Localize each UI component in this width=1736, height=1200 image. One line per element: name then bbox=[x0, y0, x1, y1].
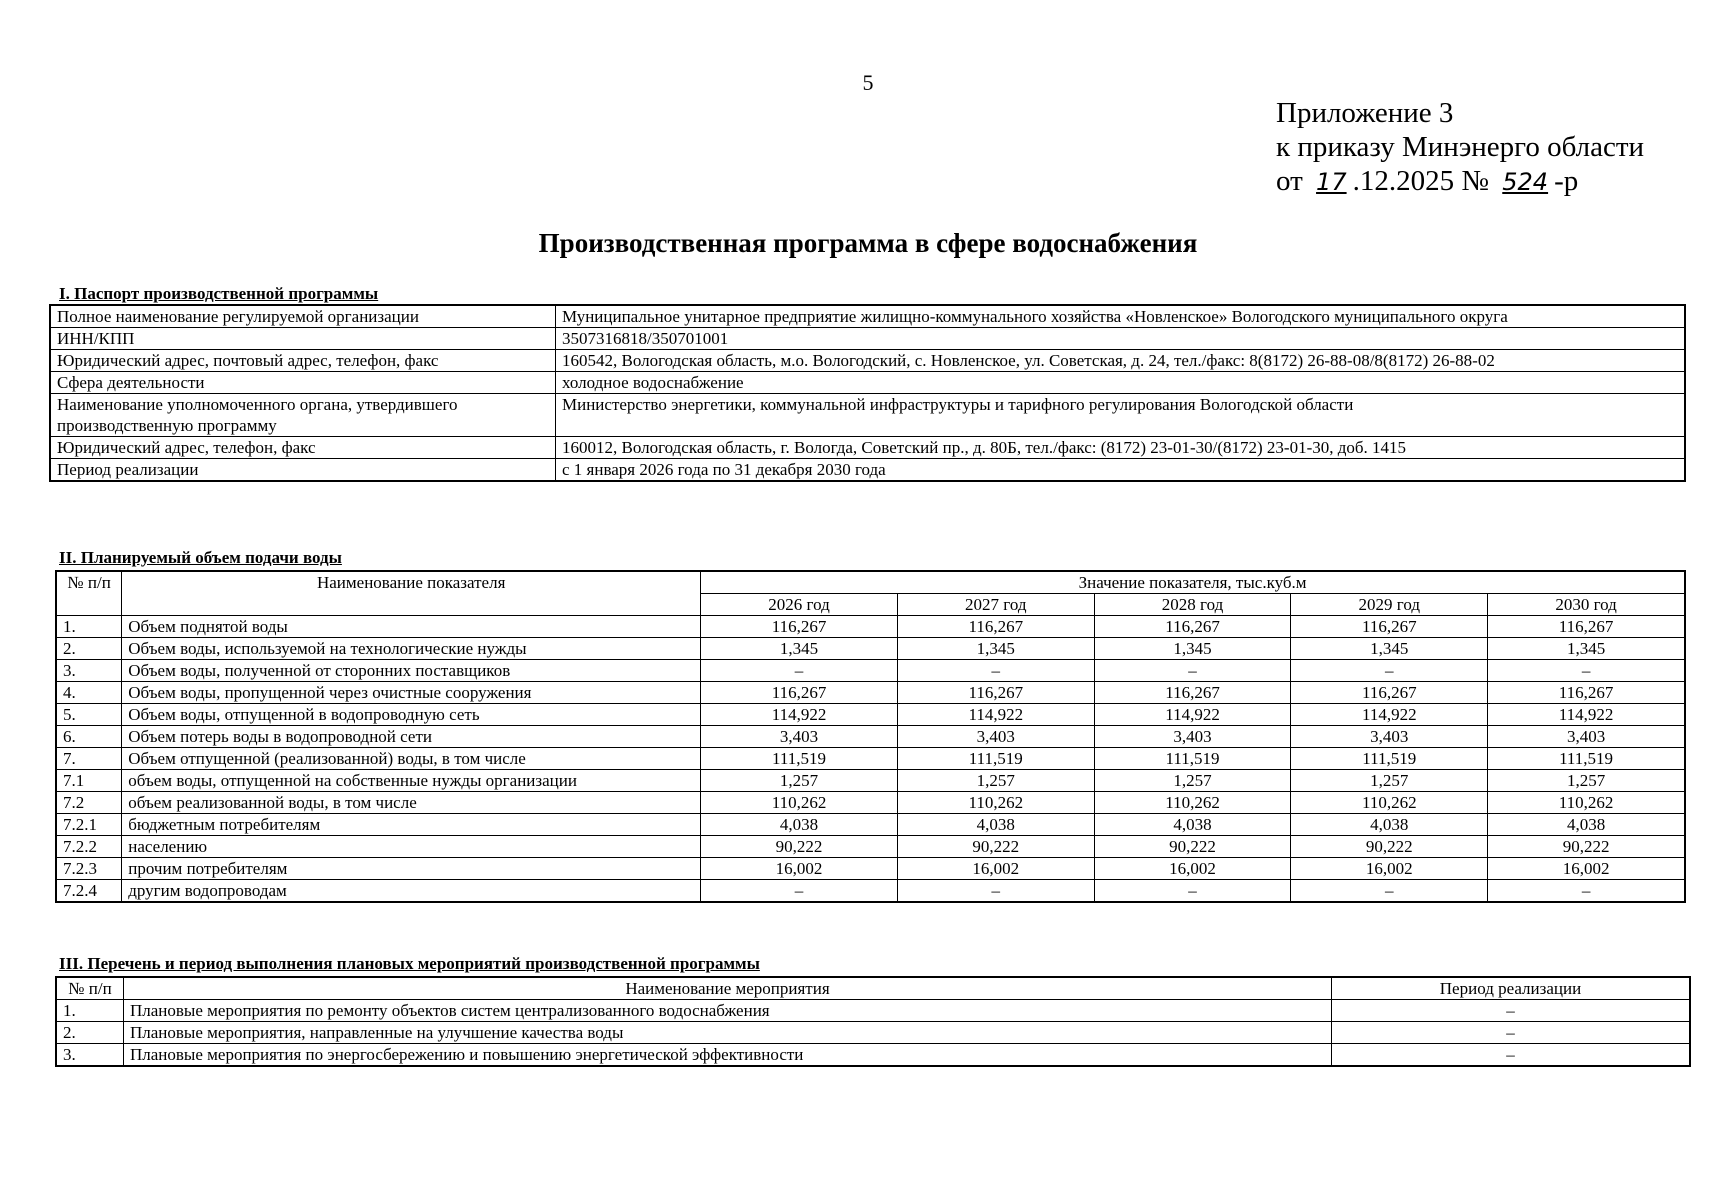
indicator-value: 114,922 bbox=[701, 704, 898, 726]
indicator-value: 90,222 bbox=[701, 836, 898, 858]
volume-col-value: Значение показателя, тыс.куб.м bbox=[701, 571, 1685, 594]
appendix-date-prefix: от bbox=[1276, 165, 1303, 197]
table-row bbox=[56, 748, 1685, 770]
table-row bbox=[56, 1044, 1690, 1067]
indicator-value: 114,922 bbox=[1488, 704, 1685, 726]
indicator-value: – bbox=[897, 660, 1094, 682]
row-number: 2. bbox=[56, 638, 122, 660]
indicator-value: 1,345 bbox=[1488, 638, 1685, 660]
indicator-name: Объем воды, отпущенной в водопроводную сеть bbox=[122, 704, 701, 726]
activity-name: Плановые мероприятия по ремонту объектов систем централизованного водоснабжения bbox=[124, 1000, 1332, 1022]
indicator-value: – bbox=[1488, 880, 1685, 903]
indicator-value: 1,257 bbox=[897, 770, 1094, 792]
indicator-value: 4,038 bbox=[1291, 814, 1488, 836]
volume-col-year: 2027 год bbox=[897, 594, 1094, 616]
row-number: 7.2.4 bbox=[56, 880, 122, 903]
table-row bbox=[50, 328, 1685, 350]
indicator-value: 111,519 bbox=[1488, 748, 1685, 770]
volume-table bbox=[55, 570, 1686, 903]
table-row bbox=[50, 372, 1685, 394]
passport-key: Юридический адрес, почтовый адрес, телефон, факс bbox=[50, 350, 556, 372]
indicator-value: 116,267 bbox=[1094, 682, 1291, 704]
table-row bbox=[56, 704, 1685, 726]
table-row bbox=[56, 660, 1685, 682]
volume-col-year: 2029 год bbox=[1291, 594, 1488, 616]
table-row bbox=[56, 638, 1685, 660]
indicator-value: – bbox=[701, 660, 898, 682]
indicator-value: 3,403 bbox=[1094, 726, 1291, 748]
indicator-value: 116,267 bbox=[1488, 682, 1685, 704]
volume-col-name: Наименование показателя bbox=[122, 571, 701, 616]
appendix-order-ref: к приказу Минэнерго области bbox=[1276, 131, 1645, 163]
row-number: 3. bbox=[56, 1044, 124, 1067]
table-row bbox=[50, 350, 1685, 372]
indicator-value: 116,267 bbox=[701, 682, 898, 704]
table-row bbox=[56, 1022, 1690, 1044]
indicator-name: Объем потерь воды в водопроводной сети bbox=[122, 726, 701, 748]
indicator-value: 4,038 bbox=[1488, 814, 1685, 836]
indicator-value: 111,519 bbox=[897, 748, 1094, 770]
passport-value: 3507316818/350701001 bbox=[556, 328, 1686, 350]
passport-value: 160012, Вологодская область, г. Вологда, Советский пр., д. 80Б, тел./факс: (8172) 23-01-30/(8172) 23-01-30, доб. 1415 bbox=[556, 437, 1686, 459]
row-number: 1. bbox=[56, 1000, 124, 1022]
indicator-name: Объем воды, используемой на технологические нужды bbox=[122, 638, 701, 660]
appendix-title: Приложение 3 bbox=[1276, 97, 1454, 129]
indicator-value: 90,222 bbox=[1094, 836, 1291, 858]
activities-col-name: Наименование мероприятия bbox=[124, 977, 1332, 1000]
indicator-value: 114,922 bbox=[897, 704, 1094, 726]
page-number: 5 bbox=[862, 70, 874, 95]
indicator-value: 110,262 bbox=[701, 792, 898, 814]
indicator-value: 111,519 bbox=[1094, 748, 1291, 770]
row-number: 7.2.2 bbox=[56, 836, 122, 858]
indicator-value: 16,002 bbox=[897, 858, 1094, 880]
indicator-value: 1,345 bbox=[1291, 638, 1488, 660]
activities-table bbox=[55, 976, 1691, 1067]
section3-heading: III. Перечень и период выполнения плановых мероприятий производственной программы bbox=[59, 954, 760, 973]
indicator-value: 1,345 bbox=[897, 638, 1094, 660]
row-number: 7.1 bbox=[56, 770, 122, 792]
indicator-value: 116,267 bbox=[1291, 682, 1488, 704]
volume-col-year: 2028 год bbox=[1094, 594, 1291, 616]
indicator-value: – bbox=[897, 880, 1094, 903]
volume-col-num: № п/п bbox=[56, 571, 122, 616]
row-number: 5. bbox=[56, 704, 122, 726]
section1-heading: I. Паспорт производственной программы bbox=[59, 284, 379, 303]
activity-period: – bbox=[1332, 1044, 1691, 1067]
appendix-header bbox=[1276, 96, 1644, 199]
indicator-value: 1,345 bbox=[1094, 638, 1291, 660]
indicator-value: 1,257 bbox=[1094, 770, 1291, 792]
indicator-value: 16,002 bbox=[701, 858, 898, 880]
passport-key: ИНН/КПП bbox=[50, 328, 556, 350]
passport-table bbox=[49, 304, 1686, 482]
indicator-value: 116,267 bbox=[1094, 616, 1291, 638]
indicator-value: 4,038 bbox=[1094, 814, 1291, 836]
indicator-value: 3,403 bbox=[1488, 726, 1685, 748]
indicator-value: 16,002 bbox=[1291, 858, 1488, 880]
appendix-suffix: -р bbox=[1554, 165, 1579, 197]
row-number: 3. bbox=[56, 660, 122, 682]
indicator-name: Объем отпущенной (реализованной) воды, в том числе bbox=[122, 748, 701, 770]
indicator-value: 3,403 bbox=[1291, 726, 1488, 748]
passport-value: Министерство энергетики, коммунальной инфраструктуры и тарифного регулирования Вологодской области bbox=[556, 394, 1686, 437]
table-row bbox=[56, 792, 1685, 814]
activity-period: – bbox=[1332, 1000, 1691, 1022]
table-row bbox=[56, 682, 1685, 704]
passport-key: Период реализации bbox=[50, 459, 556, 482]
row-number: 6. bbox=[56, 726, 122, 748]
table-row bbox=[56, 858, 1685, 880]
indicator-value: – bbox=[701, 880, 898, 903]
indicator-value: 110,262 bbox=[1094, 792, 1291, 814]
appendix-date-rest: .12.2025 № bbox=[1352, 165, 1490, 197]
row-number: 7.2 bbox=[56, 792, 122, 814]
indicator-value: 116,267 bbox=[897, 682, 1094, 704]
table-row bbox=[50, 437, 1685, 459]
indicator-name: объем воды, отпущенной на собственные нужды организации bbox=[122, 770, 701, 792]
indicator-value: – bbox=[1488, 660, 1685, 682]
indicator-name: другим водопроводам bbox=[122, 880, 701, 903]
indicator-name: прочим потребителям bbox=[122, 858, 701, 880]
indicator-value: 90,222 bbox=[1291, 836, 1488, 858]
indicator-name: Объем воды, пропущенной через очистные сооружения bbox=[122, 682, 701, 704]
passport-value: холодное водоснабжение bbox=[556, 372, 1686, 394]
row-number: 4. bbox=[56, 682, 122, 704]
passport-key: Полное наименование регулируемой организации bbox=[50, 305, 556, 328]
indicator-value: 1,257 bbox=[1488, 770, 1685, 792]
table-row bbox=[50, 305, 1685, 328]
indicator-value: – bbox=[1291, 660, 1488, 682]
indicator-value: – bbox=[1094, 660, 1291, 682]
table-row bbox=[50, 394, 1685, 437]
row-number: 1. bbox=[56, 616, 122, 638]
table-row bbox=[56, 616, 1685, 638]
section2-heading: II. Планируемый объем подачи воды bbox=[59, 548, 342, 567]
passport-key: Юридический адрес, телефон, факс bbox=[50, 437, 556, 459]
table-row bbox=[56, 770, 1685, 792]
indicator-value: 114,922 bbox=[1291, 704, 1488, 726]
table-row bbox=[56, 1000, 1690, 1022]
activities-col-num: № п/п bbox=[56, 977, 124, 1000]
indicator-value: 4,038 bbox=[701, 814, 898, 836]
indicator-value: 3,403 bbox=[897, 726, 1094, 748]
activity-name: Плановые мероприятия по энергосбережению и повышению энергетической эффективности bbox=[124, 1044, 1332, 1067]
indicator-name: бюджетным потребителям bbox=[122, 814, 701, 836]
passport-value: с 1 января 2026 года по 31 декабря 2030 года bbox=[556, 459, 1686, 482]
indicator-value: 116,267 bbox=[701, 616, 898, 638]
page-title: Производственная программа в сфере водоснабжения bbox=[538, 228, 1198, 258]
volume-col-year: 2030 год bbox=[1488, 594, 1685, 616]
indicator-value: 4,038 bbox=[897, 814, 1094, 836]
indicator-value: 110,262 bbox=[1488, 792, 1685, 814]
passport-value: 160542, Вологодская область, м.о. Вологодский, с. Новленское, ул. Советская, д. 24, тел./факс: 8(8172) 26-88-08/8(8172) 26-88-02 bbox=[556, 350, 1686, 372]
indicator-value: 114,922 bbox=[1094, 704, 1291, 726]
passport-value: Муниципальное унитарное предприятие жилищно-коммунального хозяйства «Новленское» Вологодского муниципального округа bbox=[556, 305, 1686, 328]
appendix-day-handwritten: 17 bbox=[1316, 168, 1347, 196]
activity-period: – bbox=[1332, 1022, 1691, 1044]
row-number: 2. bbox=[56, 1022, 124, 1044]
table-row bbox=[50, 459, 1685, 482]
indicator-name: Объем поднятой воды bbox=[122, 616, 701, 638]
indicator-value: 111,519 bbox=[701, 748, 898, 770]
indicator-name: населению bbox=[122, 836, 701, 858]
indicator-value: 116,267 bbox=[897, 616, 1094, 638]
appendix-date-line bbox=[1276, 164, 1644, 199]
indicator-value: 110,262 bbox=[1291, 792, 1488, 814]
passport-key: Наименование уполномоченного органа, утвердившего производственную программу bbox=[50, 394, 556, 437]
indicator-name: Объем воды, полученной от сторонних поставщиков bbox=[122, 660, 701, 682]
indicator-value: 110,262 bbox=[897, 792, 1094, 814]
table-row bbox=[56, 836, 1685, 858]
indicator-value: – bbox=[1094, 880, 1291, 903]
indicator-value: 90,222 bbox=[897, 836, 1094, 858]
table-row bbox=[56, 814, 1685, 836]
activities-col-period: Период реализации bbox=[1332, 977, 1691, 1000]
indicator-value: 116,267 bbox=[1488, 616, 1685, 638]
indicator-value: 16,002 bbox=[1488, 858, 1685, 880]
row-number: 7.2.1 bbox=[56, 814, 122, 836]
indicator-value: 16,002 bbox=[1094, 858, 1291, 880]
passport-key: Сфера деятельности bbox=[50, 372, 556, 394]
volume-col-year: 2026 год bbox=[701, 594, 898, 616]
indicator-value: 90,222 bbox=[1488, 836, 1685, 858]
indicator-value: 111,519 bbox=[1291, 748, 1488, 770]
indicator-name: объем реализованной воды, в том числе bbox=[122, 792, 701, 814]
table-row bbox=[56, 880, 1685, 903]
indicator-value: – bbox=[1291, 880, 1488, 903]
indicator-value: 1,345 bbox=[701, 638, 898, 660]
indicator-value: 1,257 bbox=[1291, 770, 1488, 792]
row-number: 7.2.3 bbox=[56, 858, 122, 880]
indicator-value: 116,267 bbox=[1291, 616, 1488, 638]
activity-name: Плановые мероприятия, направленные на улучшение качества воды bbox=[124, 1022, 1332, 1044]
row-number: 7. bbox=[56, 748, 122, 770]
indicator-value: 3,403 bbox=[701, 726, 898, 748]
indicator-value: 1,257 bbox=[701, 770, 898, 792]
appendix-number-handwritten: 524 bbox=[1502, 168, 1549, 196]
table-row bbox=[56, 726, 1685, 748]
